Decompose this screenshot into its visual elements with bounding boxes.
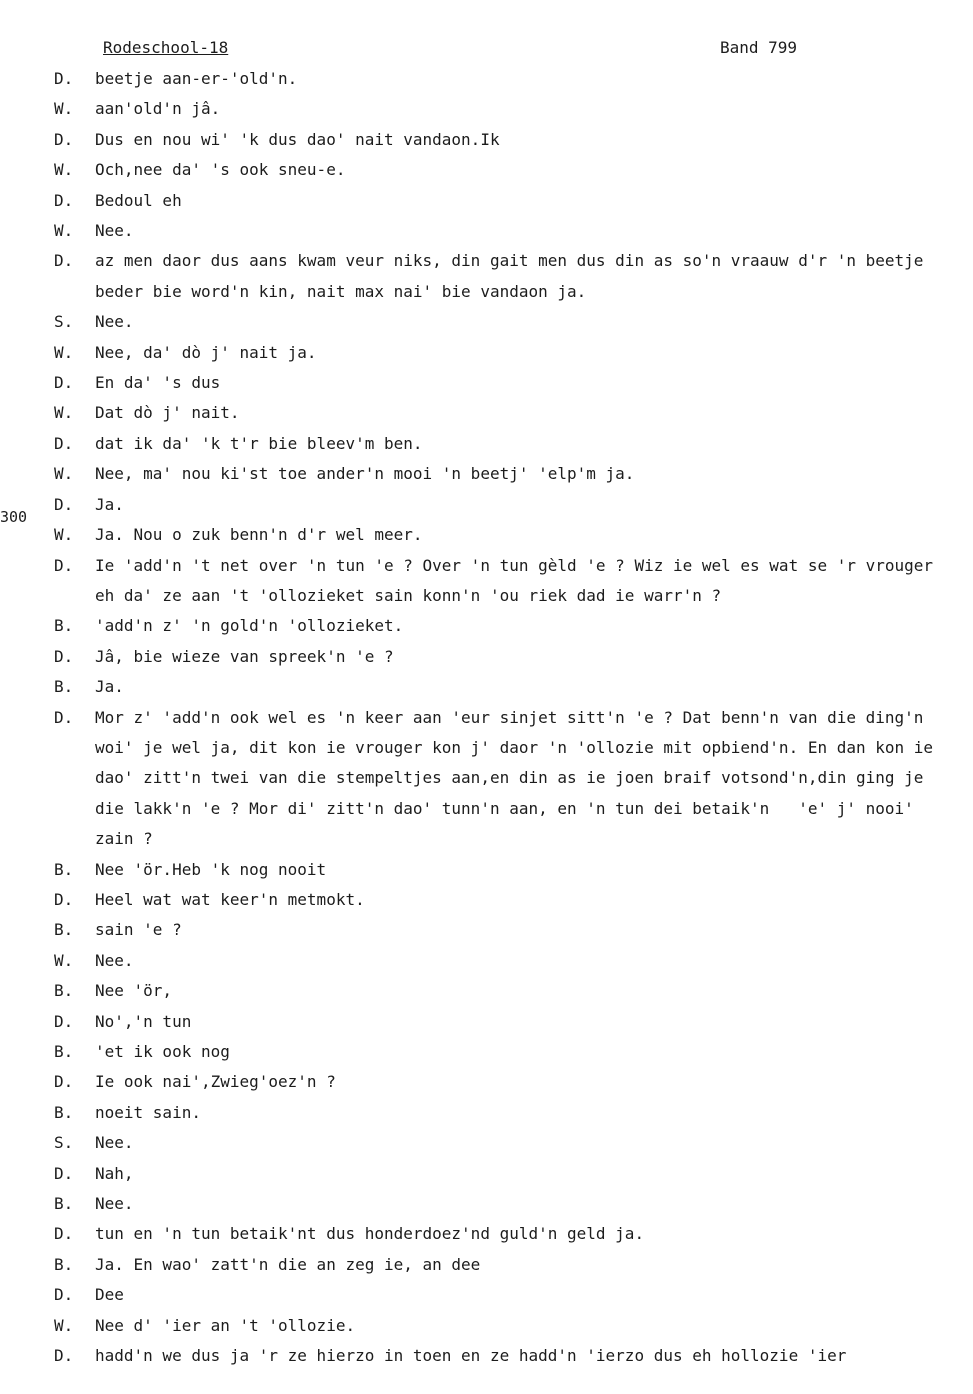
utterance-text: dat ik da' 'k t'r bie bleev'm ben. [95, 433, 423, 453]
transcript-turn [0, 520, 973, 550]
transcript-turn [0, 915, 973, 945]
speaker-label: B. [54, 920, 74, 940]
utterance-text: Nee 'ör.Heb 'k nog nooit [95, 859, 327, 879]
speaker-label: D. [54, 1346, 74, 1366]
utterance-text: Ie ook nai',Zwieg'oez'n ? [95, 1072, 336, 1092]
utterance-text: Dus en nou wi' 'k dus dao' nait vandaon.Ik [95, 129, 500, 149]
transcript-turn [0, 459, 973, 489]
utterance-text: 'add'n z' 'n gold'n 'ollozieket. [95, 616, 404, 636]
transcript-turn [0, 398, 973, 428]
utterance-text: aan'old'n jâ. [95, 99, 221, 119]
transcript-turn [0, 1037, 973, 1067]
utterance-text: Ja. [95, 677, 124, 697]
transcript-turn [0, 855, 973, 885]
speaker-label: W. [54, 99, 74, 119]
transcript-turn [0, 703, 973, 855]
speaker-label: D. [54, 646, 74, 666]
utterance-text: Nee. [95, 1194, 134, 1214]
speaker-label: D. [54, 129, 74, 149]
utterance-text: En da' 's dus [95, 373, 221, 393]
speaker-label: B. [54, 677, 74, 697]
utterance-text: Nee 'ör, [95, 981, 173, 1001]
transcript-turn [0, 155, 973, 185]
transcript-turn [0, 611, 973, 641]
transcript-turn [0, 672, 973, 702]
transcript-turn [0, 642, 973, 672]
transcript-turn [0, 246, 973, 307]
transcript-turn [0, 1098, 973, 1128]
utterance-text: beetje aan-er-'old'n. [95, 69, 298, 88]
speaker-label: W. [54, 342, 74, 362]
transcript-body [0, 64, 973, 1371]
transcript-turn [0, 368, 973, 398]
utterance-text: Nee, ma' nou ki'st toe ander'n mooi 'n beetj' 'elp'm ja. [95, 464, 635, 484]
utterance-text: Ie 'add'n 't net over 'n tun 'e ? Over 'n tun gèld 'e ? Wiz ie wel es wat se 'r vrouger eh da' ze aan 't 'ollozieket sain konn'n 'ou riek dad ie warr'n ? [95, 555, 943, 605]
utterance-text: Nah, [95, 1163, 134, 1183]
speaker-label: B. [54, 1042, 74, 1061]
utterance-text: No','n tun [95, 1011, 192, 1031]
speaker-label: D. [54, 69, 74, 88]
speaker-label: D. [54, 373, 74, 393]
speaker-label: D. [54, 1224, 74, 1244]
transcript-turn [0, 186, 973, 216]
speaker-label: B. [54, 859, 74, 879]
speaker-label: D. [54, 1163, 74, 1183]
speaker-label: D. [54, 433, 74, 453]
transcript-turn [0, 946, 973, 976]
transcript-turn [0, 1219, 973, 1249]
speaker-label: D. [54, 707, 74, 727]
utterance-text: Nee, da' dò j' nait ja. [95, 342, 317, 362]
speaker-label: D. [54, 889, 74, 909]
transcript-turn [0, 1341, 973, 1371]
speaker-label: D. [54, 1011, 74, 1031]
utterance-text: Och,nee da' 's ook sneu-e. [95, 160, 346, 180]
utterance-text: Ja. En wao' zatt'n die an zeg ie, an dee [95, 1254, 481, 1274]
utterance-text: Nee d' 'ier an 't 'ollozie. [95, 1315, 356, 1335]
utterance-text: sain 'e ? [95, 920, 182, 940]
transcript-turn [0, 885, 973, 915]
utterance-text: Jâ, bie wieze van spreek'n 'e ? [95, 646, 394, 666]
utterance-text: Nee. [95, 950, 134, 970]
speaker-label: B. [54, 981, 74, 1001]
transcript-turn [0, 94, 973, 124]
transcript-turn [0, 976, 973, 1006]
speaker-label: D. [54, 190, 74, 210]
transcript-turn [0, 1128, 973, 1158]
speaker-label: D. [54, 494, 74, 514]
utterance-text: Dee [95, 1285, 124, 1305]
speaker-label: B. [54, 616, 74, 636]
transcript-turn [0, 1311, 973, 1341]
speaker-label: W. [54, 464, 74, 484]
utterance-text: hadd'n we dus ja 'r ze hierzo in toen en ze hadd'n 'ierzo dus eh hollozie 'ier [95, 1346, 847, 1366]
transcript-turn [0, 1159, 973, 1189]
header-title: Rodeschool-18 [103, 38, 229, 57]
utterance-text: Nee. [95, 1133, 134, 1153]
margin-line-number: 300 [0, 508, 28, 526]
transcript-turn [0, 1280, 973, 1310]
transcript-turn [0, 64, 973, 94]
transcript-turn [0, 216, 973, 246]
speaker-label: S. [54, 312, 74, 332]
transcript-turn [0, 1189, 973, 1219]
speaker-label: W. [54, 950, 74, 970]
speaker-label: D. [54, 1072, 74, 1092]
utterance-text: tun en 'n tun betaik'nt dus honderdoez'nd guld'n geld ja. [95, 1224, 645, 1244]
speaker-label: W. [54, 403, 74, 423]
speaker-label: W. [54, 221, 74, 241]
transcript-turn [0, 1007, 973, 1037]
transcript-turn [0, 307, 973, 337]
transcript-turn [0, 551, 973, 612]
utterance-text: noeit sain. [95, 1102, 201, 1122]
utterance-text: Ja. [95, 494, 124, 514]
utterance-text: 'et ik ook nog [95, 1042, 230, 1061]
transcript-turn [0, 1067, 973, 1097]
speaker-label: S. [54, 1133, 74, 1153]
utterance-text: az men daor dus aans kwam veur niks, din gait men dus din as so'n vraauw d'r 'n beetje beder bie word'n kin, nait max nai' bie vandaon ja. [95, 251, 934, 301]
speaker-label: D. [54, 555, 74, 575]
utterance-text: Heel wat wat keer'n metmokt. [95, 889, 365, 909]
speaker-label: D. [54, 1285, 74, 1305]
header-tape-number: Band 799 [720, 38, 798, 57]
transcript-turn [0, 125, 973, 155]
speaker-label: W. [54, 525, 74, 545]
utterance-text: Mor z' 'add'n ook wel es 'n keer aan 'eur sinjet sitt'n 'e ? Dat benn'n van die ding'n woi' je wel ja, dit kon ie vrouger kon j' daor 'n 'ollozie mit opbiend'n. En dan kon ie dao' zitt'n twei van die stempeltjes aan,en din as ie joen braif votsond'n,din ging je die lakk'n 'e ? Mor di' zitt'n dao' tunn'n aan, en 'n tun dei betaik'n 'e' j' nooi' zain ? [95, 707, 943, 849]
utterance-text: Bedoul eh [95, 190, 182, 210]
utterance-text: Ja. Nou o zuk benn'n d'r wel meer. [95, 525, 423, 545]
speaker-label: W. [54, 1315, 74, 1335]
speaker-label: B. [54, 1194, 74, 1214]
transcript-turn [0, 429, 973, 459]
speaker-label: W. [54, 160, 74, 180]
speaker-label: D. [54, 251, 74, 271]
transcript-turn [0, 1250, 973, 1280]
utterance-text: Nee. [95, 312, 134, 332]
transcript-turn [0, 338, 973, 368]
transcript-turn [0, 490, 973, 520]
utterance-text: Nee. [95, 221, 134, 241]
speaker-label: B. [54, 1254, 74, 1274]
speaker-label: B. [54, 1102, 74, 1122]
utterance-text: Dat dò j' nait. [95, 403, 240, 423]
